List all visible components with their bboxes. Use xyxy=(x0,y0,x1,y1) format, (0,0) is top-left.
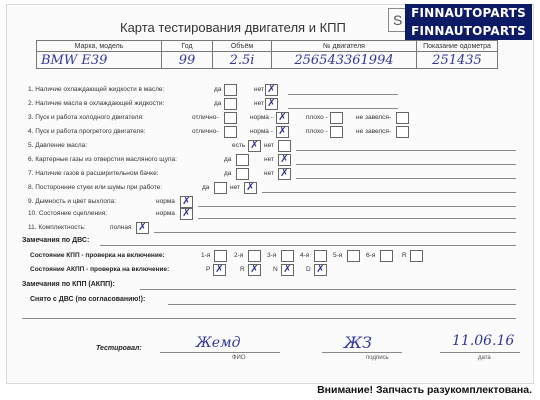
watermark-logo: FINNAUTOPARTS xyxy=(405,4,532,22)
mode-checkbox-checked[interactable]: ✗ xyxy=(314,264,327,276)
mode-label: N xyxy=(273,266,278,273)
checkbox-checked[interactable]: ✗ xyxy=(265,84,278,96)
footer-warning: Внимание! Запчасть разукомплектована. xyxy=(317,384,532,396)
option-label: полная xyxy=(110,224,132,231)
fill-line xyxy=(100,245,516,246)
gear-label: R xyxy=(402,252,407,259)
checkbox[interactable] xyxy=(224,112,237,124)
fill-line xyxy=(140,289,516,290)
date-caption: дата xyxy=(478,355,491,361)
checkbox-checked[interactable]: ✗ xyxy=(278,168,291,180)
item-label: 5. Давление масла: xyxy=(28,142,88,149)
checkbox[interactable] xyxy=(224,84,237,96)
checkbox[interactable] xyxy=(224,98,237,110)
value-year: 99 xyxy=(162,52,213,69)
form-title: Карта тестирования двигателя и КПП xyxy=(120,20,346,35)
watermark-logo: FINNAUTOPARTS xyxy=(405,22,532,40)
option-label: плохо - xyxy=(306,128,328,135)
option-label: отлично- xyxy=(192,128,219,135)
col-year: Год xyxy=(162,41,213,52)
checkbox-checked[interactable]: ✗ xyxy=(136,222,149,234)
akpp-label: Состояние АКПП - проверка на включение: xyxy=(30,266,170,273)
fill-line xyxy=(288,108,398,109)
fill-line xyxy=(296,150,516,151)
fill-line xyxy=(296,164,516,165)
fill-line xyxy=(22,318,516,319)
fio-caption: ФИО xyxy=(232,355,246,361)
checkbox-checked[interactable]: ✗ xyxy=(276,126,289,138)
option-label: норма - xyxy=(250,114,273,121)
checkbox-checked[interactable]: ✗ xyxy=(248,140,261,152)
checkbox[interactable] xyxy=(396,112,409,124)
item-label: 1. Наличие охлаждающей жидкости в масле: xyxy=(28,86,165,93)
option-label: нет xyxy=(230,184,240,191)
item-label: 11. Комплектность: xyxy=(28,224,86,231)
remarks-akpp-label: Замечания по КПП (АКПП): xyxy=(22,281,115,288)
option-label: да xyxy=(214,86,222,93)
col-model: Марка, модель xyxy=(37,41,162,52)
gear-label: 2-я xyxy=(234,252,244,259)
item-label: 8. Посторонние стуки или шумы при работе: xyxy=(28,184,163,191)
gear-checkbox[interactable] xyxy=(347,250,360,262)
option-label: есть xyxy=(232,142,246,149)
item-label: 7. Наличие газов в расширительном бачке: xyxy=(28,170,159,177)
checkbox-checked[interactable]: ✗ xyxy=(180,196,193,208)
fill-line xyxy=(168,304,516,305)
fill-line xyxy=(154,232,516,233)
gear-label: 4-я xyxy=(300,252,310,259)
fill-line xyxy=(288,94,398,95)
checkbox[interactable] xyxy=(396,126,409,138)
checkbox[interactable] xyxy=(224,126,237,138)
fill-line xyxy=(198,206,516,207)
checkbox[interactable] xyxy=(214,182,227,194)
sign-caption: подпись xyxy=(366,355,389,361)
value-engine-number: 256543361994 xyxy=(272,52,417,69)
fill-line xyxy=(262,192,516,193)
option-label: нет xyxy=(264,170,274,177)
value-odometer: 251435 xyxy=(417,52,498,69)
item-label: 10. Состояние сцепления: xyxy=(28,210,108,217)
fill-line xyxy=(198,218,516,219)
checkbox[interactable] xyxy=(330,126,343,138)
option-label: норма xyxy=(156,198,175,205)
checkbox-checked[interactable]: ✗ xyxy=(244,182,257,194)
gear-checkbox[interactable] xyxy=(281,250,294,262)
date-line xyxy=(440,352,520,353)
option-label: да xyxy=(224,170,232,177)
signature: ЖЗ xyxy=(344,333,372,352)
option-label: да xyxy=(214,100,222,107)
gear-checkbox[interactable] xyxy=(248,250,261,262)
removed-label: Снято с ДВС (по согласованию!): xyxy=(30,296,146,303)
col-engine-number: № двигателя xyxy=(272,41,417,52)
item-label: 9. Дымность и цвет выхлопа: xyxy=(28,198,116,205)
option-label: не завелся- xyxy=(356,128,392,135)
item-label: 3. Пуск и работа холодного двигателя: xyxy=(28,114,144,121)
checkbox-checked[interactable]: ✗ xyxy=(278,154,291,166)
gear-checkbox[interactable] xyxy=(380,250,393,262)
option-label: отлично- xyxy=(192,114,219,121)
item-label: 2. Наличие масла в охлаждающей жидкости: xyxy=(28,100,165,107)
vehicle-header-table xyxy=(36,40,498,69)
fill-line xyxy=(296,178,516,179)
checkbox-checked[interactable]: ✗ xyxy=(265,98,278,110)
value-model: BMW E39 xyxy=(37,52,162,69)
fio-handwriting: Жемд xyxy=(196,335,241,351)
checkbox[interactable] xyxy=(236,168,249,180)
date-handwriting: 11.06.16 xyxy=(452,333,515,349)
checkbox-checked[interactable]: ✗ xyxy=(276,112,289,124)
option-label: плохо - xyxy=(306,114,328,121)
kpp-label: Состояние КПП - проверка на включение: xyxy=(30,252,165,259)
checkbox-checked[interactable]: ✗ xyxy=(180,208,193,220)
remarks-engine-label: Замечания по ДВС: xyxy=(22,237,90,244)
option-label: нет xyxy=(254,86,264,93)
gear-checkbox[interactable] xyxy=(410,250,423,262)
value-volume: 2.5i xyxy=(213,52,272,69)
option-label: нет xyxy=(254,100,264,107)
mode-label: R xyxy=(240,266,245,273)
mode-label: D xyxy=(306,266,311,273)
checkbox[interactable] xyxy=(278,140,291,152)
option-label: норма xyxy=(156,210,175,217)
mode-checkbox-checked[interactable]: ✗ xyxy=(248,264,261,276)
checkbox[interactable] xyxy=(236,154,249,166)
gear-checkbox[interactable] xyxy=(214,250,227,262)
gear-label: 6-я xyxy=(366,252,376,259)
sign-line xyxy=(322,352,402,353)
fio-line xyxy=(160,352,280,353)
option-label: нет xyxy=(264,142,274,149)
option-label: не завелся- xyxy=(356,114,392,121)
item-label: 4. Пуск и работа прогретого двигателя: xyxy=(28,128,146,135)
corner-mark: S xyxy=(388,8,438,32)
option-label: да xyxy=(224,156,232,163)
gear-label: 5-я xyxy=(333,252,343,259)
gear-label: 3-я xyxy=(267,252,277,259)
item-label: 6. Картерные газы из отверстия масляного щупа: xyxy=(28,156,177,163)
mode-checkbox-checked[interactable]: ✗ xyxy=(213,264,226,276)
option-label: да xyxy=(202,184,210,191)
mode-checkbox-checked[interactable]: ✗ xyxy=(281,264,294,276)
gear-label: 1-я xyxy=(201,252,211,259)
option-label: нет xyxy=(264,156,274,163)
col-volume: Объём xyxy=(213,41,272,52)
mode-label: P xyxy=(206,266,211,273)
col-odometer: Показание одометра xyxy=(417,41,498,52)
option-label: норма - xyxy=(250,128,273,135)
gear-checkbox[interactable] xyxy=(314,250,327,262)
tested-label: Тестировал: xyxy=(96,345,142,352)
checkbox[interactable] xyxy=(330,112,343,124)
